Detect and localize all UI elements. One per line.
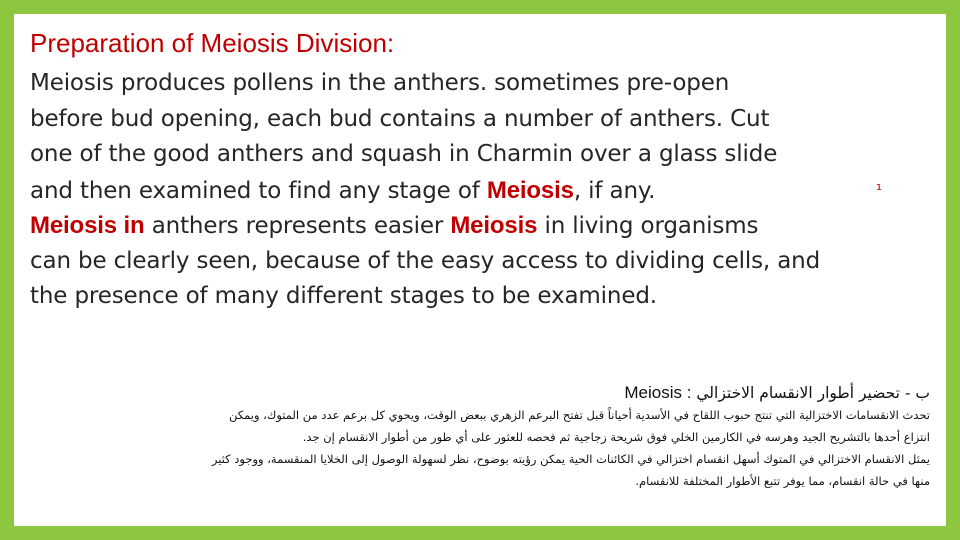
text: and then examined to find any stage of xyxy=(30,177,487,204)
arabic-heading xyxy=(30,382,930,404)
arabic-heading-text: ب - تحضير أطوار الانقسام الاختزالي xyxy=(696,384,930,402)
paragraph-1-line-2: before bud opening, each bud contains a number of anthers. Cut xyxy=(30,105,770,132)
slide-title: Preparation of Meiosis Division: xyxy=(30,28,395,58)
paragraph-2-line-1 xyxy=(30,208,930,244)
arabic-section xyxy=(30,382,930,492)
arabic-line-4: منها في حالة انقسام، مما يوفر تتبع الأطوار المختلفة للانقسام. xyxy=(635,474,930,488)
paragraph-1-line-4 xyxy=(30,173,930,209)
highlight-term: Meiosis xyxy=(486,176,574,204)
arabic-line-2: انتزاع أحدها بالتشريح الجيد وهرسه في الكارمين الخلي فوق شريحة زجاجية ثم فحصه للعثور على أي طور من أطوار الانقسام إن جد. xyxy=(302,430,930,444)
paragraph-1-line-3: one of the good anthers and squash in Charmin over a glass slide xyxy=(30,141,778,167)
paragraph-2-line-2: can be clearly seen, because of the easy access to dividing cells, and xyxy=(30,247,821,274)
footnote-marker: ¹ xyxy=(876,181,883,199)
paragraph-2-line-3: the presence of many different stages to be examined. xyxy=(30,283,657,309)
highlight-term: Meiosis in xyxy=(30,212,145,239)
english-body xyxy=(30,66,930,315)
paragraph-1-line-1: Meiosis produces pollens in the anthers. sometimes pre-open xyxy=(30,70,730,96)
highlight-term: Meiosis xyxy=(450,212,538,239)
text: anthers represents easier xyxy=(144,213,451,239)
arabic-line-3: يمثل الانقسام الاختزالي في المتوك أسهل انقسام اختزالي في الكائنات الحية يمكن رؤيته بوضوح، نظر لسهولة الوصول إلى الخلايا المنقسمة، ووجود كثير xyxy=(211,452,930,466)
arabic-heading-term: Meiosis : xyxy=(624,383,692,402)
text: , if any. xyxy=(573,177,656,204)
arabic-line-1: تحدث الانقسامات الاختزالية التي تنتج حبوب اللقاح في الأسدية أحياناً قبل تفتح البرعم الزهري ببعض الوقت، ويحوي كل برعم عدد من المتوك، ويمكن xyxy=(229,408,930,422)
text: in living organisms xyxy=(537,213,759,239)
